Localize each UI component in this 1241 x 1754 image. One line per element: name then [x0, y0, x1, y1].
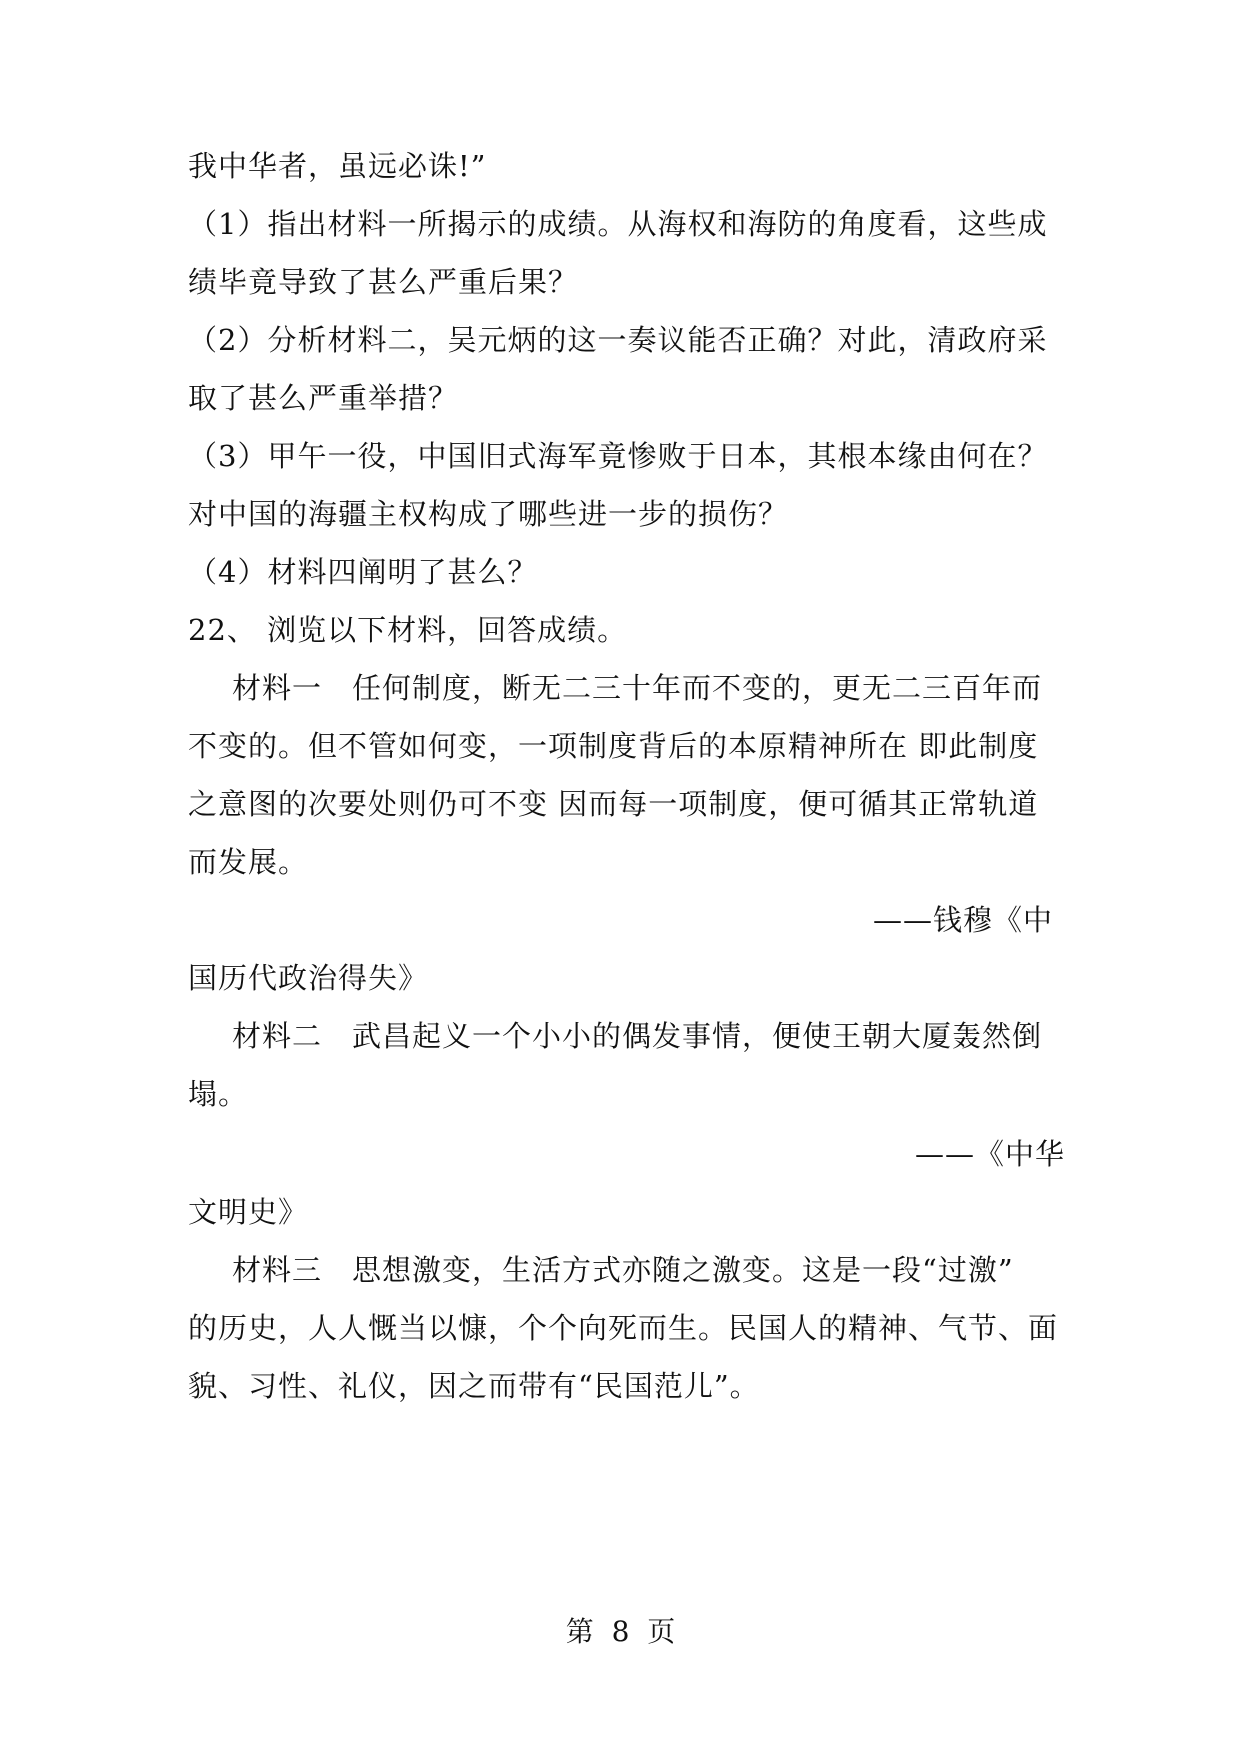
question-2-line: （2）分析材料二，吴元炳的这一奏议能否正确？对此，清政府采 [188, 323, 1048, 357]
text-line: 而发展。 [188, 845, 309, 879]
citation-line: 国历代政治得失》 [188, 961, 429, 995]
text-line: 的历史，人人慨当以慷，个个向死而生。民国人的精神、气节、面 [188, 1311, 1059, 1345]
material-3-line: 材料三 思想激变，生活方式亦随之激变。这是一段“过激” [232, 1253, 1014, 1287]
citation-line: ——《中华 [914, 1137, 1065, 1171]
question-22-heading: 22、 浏览以下材料，回答成绩。 [188, 613, 628, 647]
question-4-line: （4）材料四阐明了甚么？ [188, 555, 538, 589]
question-3-line: （3）甲午一役，中国旧式海军竟惨败于日本，其根本缘由何在？ [188, 439, 1048, 473]
material-1-line: 材料一 任何制度，断无二三十年而不变的，更无二三百年而 [232, 671, 1043, 705]
text-line: 我中华者，虽远必诛!” [188, 149, 487, 183]
text-line: 对中国的海疆主权构成了哪些进一步的损伤？ [188, 497, 789, 531]
question-1-line: （1）指出材料一所揭示的成绩。从海权和海防的角度看，这些成 [188, 207, 1048, 241]
citation-line: 文明史》 [188, 1195, 309, 1229]
text-line: 貌、习性、礼仪，因之而带有“民国范儿”。 [188, 1369, 760, 1403]
text-line: 绩毕竟导致了甚么严重后果？ [188, 265, 579, 299]
text-line: 塌。 [188, 1077, 249, 1111]
text-line: 取了甚么严重举措？ [188, 381, 459, 415]
material-2-line: 材料二 武昌起义一个小小的偶发事情，便使王朝大厦轰然倒 [232, 1019, 1043, 1053]
text-line: 不变的。但不管如何变，一项制度背后的本原精神所在 即此制度 [188, 729, 1039, 763]
page-number: 第 8 页 [565, 1615, 676, 1648]
text-line: 之意图的次要处则仍可不变 因而每一项制度，便可循其正常轨道 [188, 787, 1039, 821]
citation-line: ——钱穆《中 [872, 903, 1053, 937]
